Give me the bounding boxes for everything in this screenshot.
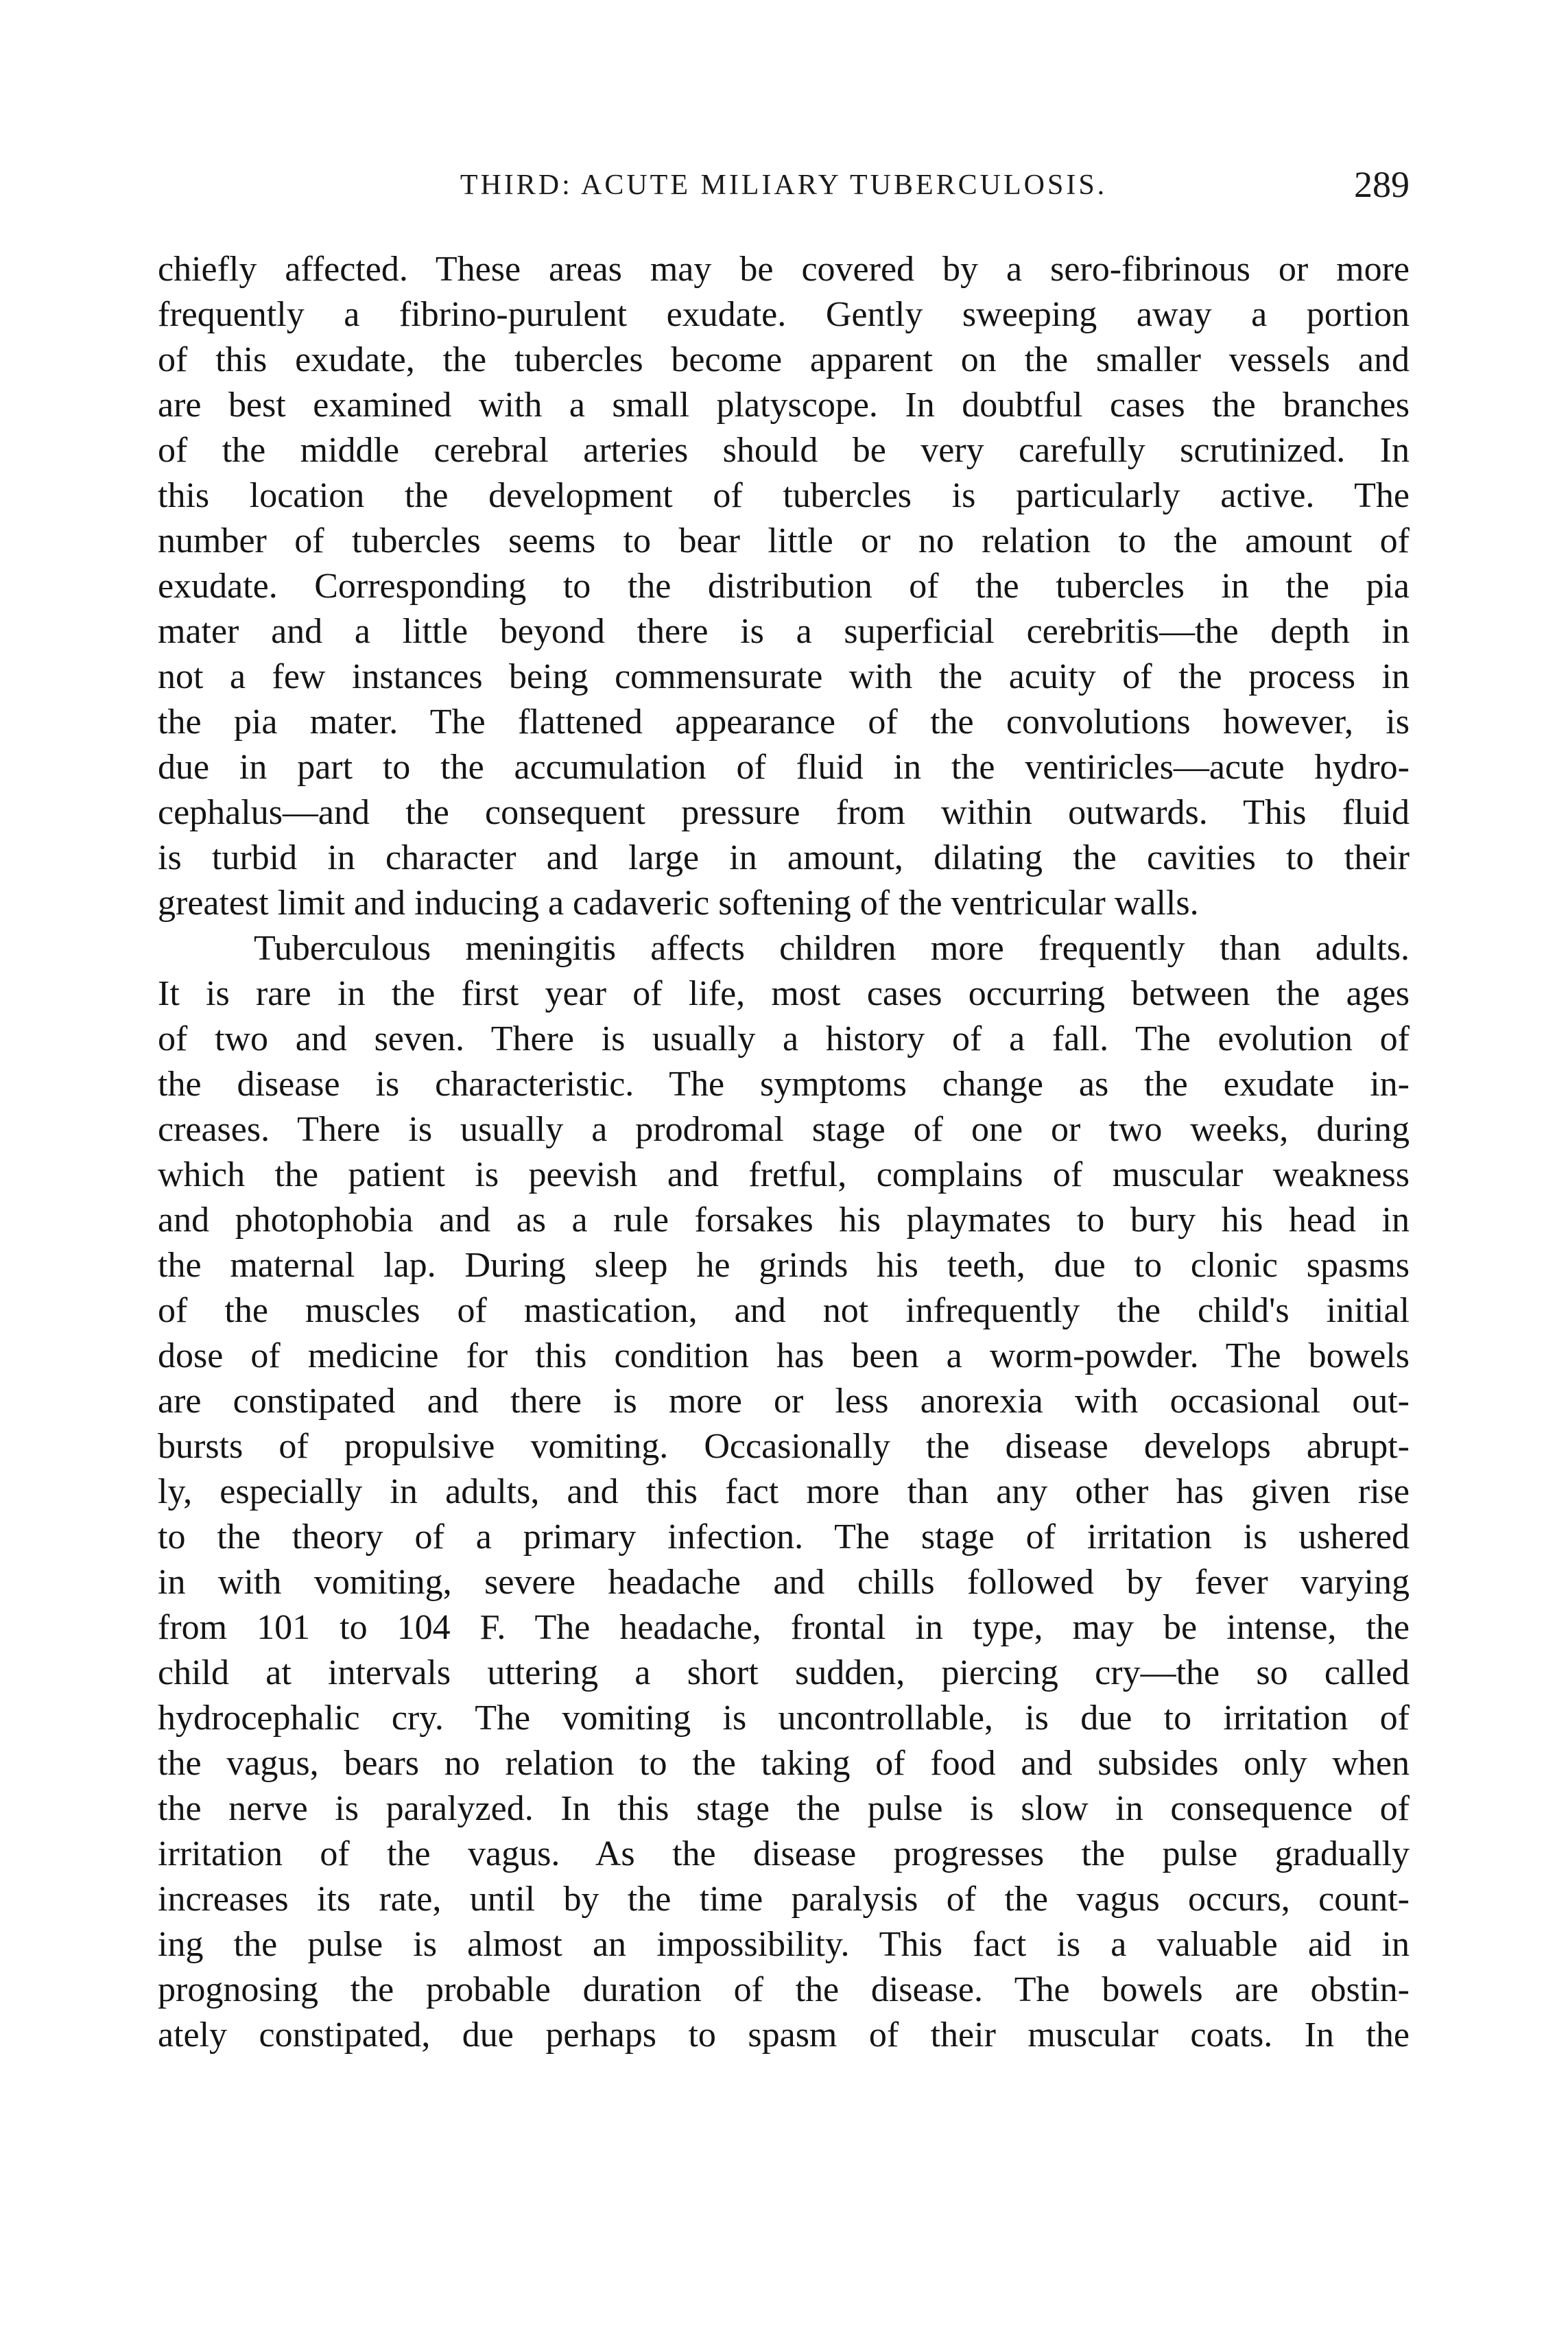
text-line: increases its rate, until by the time paralysis of the vagus occurs, count-: [158, 1880, 1410, 1919]
text-line: the nerve is paralyzed. In this stage the pulse is slow in consequence of: [158, 1789, 1410, 1828]
text-line: the maternal lap. During sleep he grinds his teeth, due to clonic spasms: [158, 1246, 1410, 1285]
page-header: [158, 163, 1410, 218]
body-text: [158, 247, 1410, 2058]
text-line: in with vomiting, severe headache and chills followed by fever varying: [158, 1563, 1410, 1602]
text-line: exudate. Corresponding to the distribution of the tubercles in the pia: [158, 567, 1410, 606]
text-line: are best examined with a small platyscope. In doubtful cases the branches: [158, 386, 1410, 425]
paragraph: [158, 926, 1410, 2058]
text-line: creases. There is usually a prodromal stage of one or two weeks, during: [158, 1110, 1410, 1149]
text-line: cephalus—and the consequent pressure from within outwards. This fluid: [158, 793, 1410, 832]
paragraph: [158, 247, 1410, 926]
text-line: Tuberculous meningitis affects children more frequently than adults.: [254, 929, 1410, 968]
text-line: ing the pulse is almost an impossibility. This fact is a valuable aid in: [158, 1925, 1410, 1964]
text-line: of the muscles of mastication, and not infrequently the child's initial: [158, 1291, 1410, 1330]
text-line: are constipated and there is more or less anorexia with occasional out-: [158, 1382, 1410, 1421]
text-line: of the middle cerebral arteries should be very carefully scrutinized. In: [158, 431, 1410, 470]
text-line: not a few instances being commensurate with the acuity of the process in: [158, 657, 1410, 696]
text-line: prognosing the probable duration of the disease. The bowels are obstin-: [158, 1970, 1410, 2009]
text-line: the vagus, bears no relation to the taking of food and subsides only when: [158, 1744, 1410, 1783]
text-line: of two and seven. There is usually a history of a fall. The evolution of: [158, 1019, 1410, 1058]
text-line: frequently a fibrino-purulent exudate. Gently sweeping away a portion: [158, 295, 1410, 334]
text-line: due in part to the accumulation of fluid in the ventiricles—acute hydro-: [158, 748, 1410, 787]
text-line: this location the development of tubercles is particularly active. The: [158, 476, 1410, 515]
text-line: dose of medicine for this condition has been a worm-powder. The bowels: [158, 1336, 1410, 1375]
text-line: of this exudate, the tubercles become apparent on the smaller vessels and: [158, 340, 1410, 379]
text-line: is turbid in character and large in amount, dilating the cavities to their: [158, 838, 1410, 877]
text-line: which the patient is peevish and fretful, complains of muscular weakness: [158, 1155, 1410, 1194]
text-line: greatest limit and inducing a cadaveric softening of the ventricular walls.: [158, 884, 1199, 923]
text-line: hydrocephalic cry. The vomiting is uncontrollable, is due to irritation of: [158, 1699, 1410, 1738]
text-line: bursts of propulsive vomiting. Occasionally the disease develops abrupt-: [158, 1427, 1410, 1466]
running-head: THIRD: ACUTE MILIARY TUBERCULOSIS.: [460, 169, 1108, 201]
text-line: ly, especially in adults, and this fact more than any other has given rise: [158, 1472, 1410, 1511]
text-line: the disease is characteristic. The symptoms change as the exudate in-: [158, 1065, 1410, 1104]
text-line: from 101 to 104 F. The headache, frontal in type, may be intense, the: [158, 1608, 1410, 1647]
text-line: It is rare in the first year of life, most cases occurring between the ages: [158, 974, 1410, 1013]
text-line: irritation of the vagus. As the disease progresses the pulse gradually: [158, 1834, 1410, 1873]
text-line: and photophobia and as a rule forsakes his playmates to bury his head in: [158, 1200, 1410, 1240]
text-line: ately constipated, due perhaps to spasm of their muscular coats. In the: [158, 2015, 1410, 2055]
text-line: child at intervals uttering a short sudden, piercing cry—the so called: [158, 1653, 1410, 1692]
text-line: chiefly affected. These areas may be covered by a sero-fibrinous or more: [158, 250, 1410, 289]
text-line: the pia mater. The flattened appearance of the convolutions however, is: [158, 702, 1410, 742]
page-number: 289: [1354, 164, 1410, 205]
text-line: number of tubercles seems to bear little or no relation to the amount of: [158, 521, 1410, 560]
text-line: mater and a little beyond there is a superficial cerebritis—the depth in: [158, 612, 1410, 651]
text-line: to the theory of a primary infection. The stage of irritation is ushered: [158, 1517, 1410, 1557]
